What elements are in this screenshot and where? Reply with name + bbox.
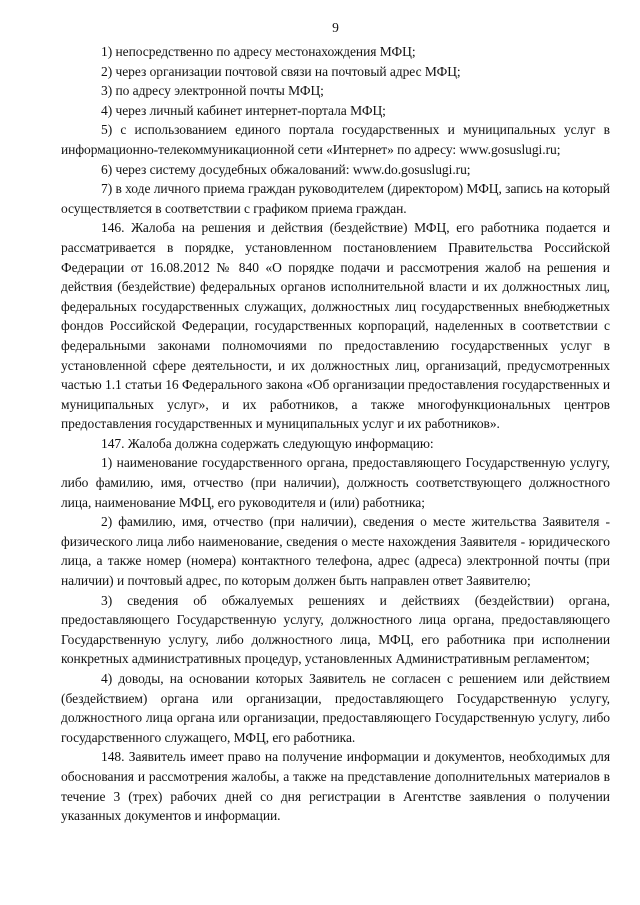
paragraph-147-item-2: 2) фамилию, имя, отчество (при наличии), сведения о месте жительства Заявителя - физического лица либо наименование, сведения о месте нахождения Заявителя - юридического лица, а также номер (номера) контактного телефона, адрес (адреса) электронной почты (при наличии) и почтовый адрес, по которым должен быть направлен ответ Заявителю; <box>61 514 610 589</box>
paragraph-item-2: 2) через организации почтовой связи на почтовый адрес МФЦ; <box>101 63 461 79</box>
paragraph-148: 148. Заявитель имеет право на получение информации и документов, необходимых для обоснования и рассмотрения жалобы, а также на представление дополнительных материалов в течение 3 (трех) рабочих дней со дня регистрации в Агентстве заявления о получении указанных документов и информации. <box>61 749 610 824</box>
document-body <box>61 42 610 826</box>
paragraph-item-1: 1) непосредственно по адресу местонахождения МФЦ; <box>101 44 416 59</box>
paragraph-147-item-3: 3) сведения об обжалуемых решениях и действиях (бездействии) органа, предоставляющего Государственную услугу, должностного лица органа, предоставляющего Государственную услугу, либо должностного лица, МФЦ, его работника при исполнении конкретных административных процедур, установленных Административным регламентом; <box>61 592 610 667</box>
paragraph-147-item-1: 1) наименование государственного органа, предоставляющего Государственную услугу, либо фамилию, имя, отчество (при наличии), должность соответствующего должностного лица, наименование МФЦ, его руководителя и (или) работника; <box>61 455 610 510</box>
paragraph-147-item-4: 4) доводы, на основании которых Заявитель не согласен с решением или действием (бездействием) органа или организации, предоставляющего Государственную услугу, должностного лица органа или организации, предоставляющего Государственную услугу, либо государственного служащего, МФЦ, его работника. <box>61 671 610 745</box>
paragraph-147: 147. Жалоба должна содержать следующую информацию: <box>101 435 434 451</box>
paragraph-item-6: 6) через систему досудебных обжалований: www.do.gosuslugi.ru; <box>101 161 471 177</box>
paragraph-146: 146. Жалоба на решения и действия (бездействие) МФЦ, его работника подается и рассматривается в порядке, установленном постановлением Правительства Российской Федерации от 16.08.2012 № 840 «О порядке подачи и рассмотрения жалоб на решения и действия (бездействие) федеральных органов исполнительной власти и их должностных лиц, федеральных государственных служащих, должностных лиц государственных внебюджетных фондов Российской Федерации, государственных корпораций, наделенных в соответствии с федеральными законами полномочиями по предоставлению государственных услуг в установленной сфере деятельности, и их должностных лиц, организаций, предусмотренных частью 1.1 статьи 16 Федерального закона «Об организации предоставления государственных и муниципальных услуг», и их работников, а также многофункциональных центров предоставления государственных и муниципальных услуг и их работников». <box>61 220 610 432</box>
paragraph-item-3: 3) по адресу электронной почты МФЦ; <box>101 83 324 99</box>
paragraph-item-7: 7) в ходе личного приема граждан руководителем (директором) МФЦ, запись на который осуществляется в соответствии с графиком приема граждан. <box>61 181 610 216</box>
page-number: 9 <box>332 20 339 35</box>
paragraph-item-4: 4) через личный кабинет интернет-портала МФЦ; <box>101 102 386 118</box>
paragraph-item-5: 5) с использованием единого портала государственных и муниципальных услуг в информационно-телекоммуникационной сети «Интернет» по адресу: www.gosuslugi.ru; <box>61 122 610 157</box>
